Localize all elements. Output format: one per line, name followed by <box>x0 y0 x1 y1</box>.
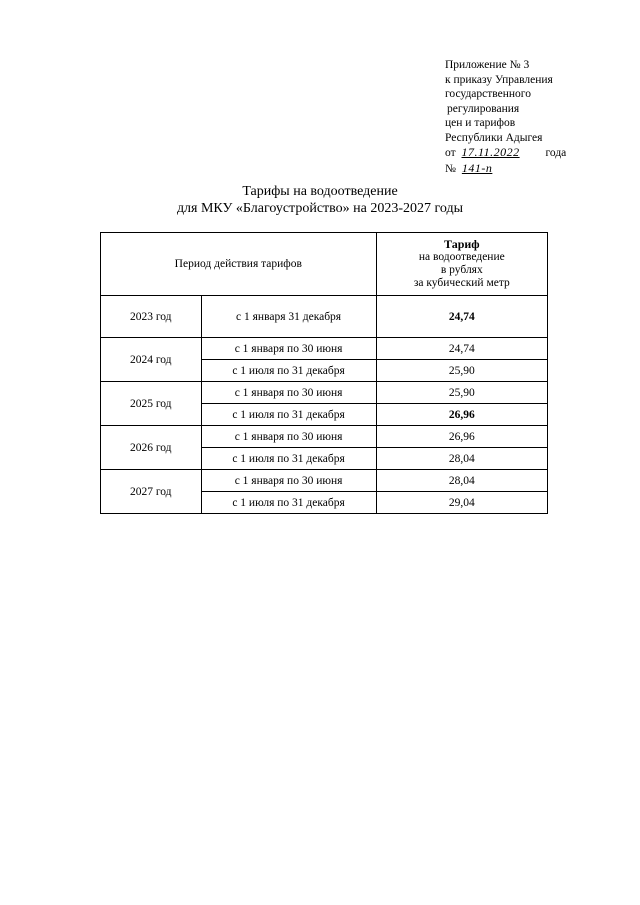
period-cell: с 1 января по 30 июня <box>201 382 376 404</box>
year-cell: 2025 год <box>101 382 202 426</box>
header-tariff <box>376 233 547 296</box>
annex-number-prefix: № <box>445 162 456 175</box>
header-period: Период действия тарифов <box>101 233 377 296</box>
table-row <box>101 426 548 448</box>
price-cell: 28,04 <box>376 470 547 492</box>
period-cell: с 1 июля по 31 декабря <box>201 492 376 514</box>
period-cell: с 1 января по 30 июня <box>201 338 376 360</box>
annex-date-suffix: года <box>545 147 567 159</box>
price-cell: 29,04 <box>376 492 547 514</box>
table-header-row <box>101 233 548 296</box>
period-cell: с 1 января 31 декабря <box>201 296 376 338</box>
year-cell: 2027 год <box>101 470 202 514</box>
table-row <box>101 338 548 360</box>
annex-date-prefix: от <box>445 147 456 159</box>
price-cell: 28,04 <box>376 448 547 470</box>
annex-block <box>445 58 615 176</box>
annex-date-value: 17.11.2022 <box>461 145 520 159</box>
table-row <box>101 470 548 492</box>
table-row <box>101 382 548 404</box>
header-tariff-line: на водоотведение <box>418 251 505 263</box>
header-tariff-line: в рублях <box>440 264 483 276</box>
period-cell: с 1 июля по 31 декабря <box>201 448 376 470</box>
price-cell: 25,90 <box>376 360 547 382</box>
period-cell: с 1 июля по 31 декабря <box>201 360 376 382</box>
price-cell: 24,74 <box>376 296 547 338</box>
header-tariff-line: за кубический метр <box>413 277 510 289</box>
annex-line: цен и тарифов <box>445 117 516 129</box>
header-tariff-title: Тариф <box>444 237 480 251</box>
document-title-line2: для МКУ «Благоустройство» на 2023-2027 годы <box>176 201 464 216</box>
annex-number-value: 141-п <box>461 160 493 175</box>
tariff-table <box>100 232 548 514</box>
annex-line: государственного <box>445 88 531 100</box>
annex-date-line <box>445 145 615 161</box>
price-cell: 26,96 <box>376 404 547 426</box>
period-cell: с 1 января по 30 июня <box>201 470 376 492</box>
annex-line: к приказу Управления <box>445 73 553 86</box>
annex-line: регулирования <box>447 102 520 115</box>
year-cell: 2024 год <box>101 338 202 382</box>
price-cell: 25,90 <box>376 382 547 404</box>
annex-line: Республики Адыгея <box>445 131 543 144</box>
annex-number-line <box>445 161 615 177</box>
price-cell: 24,74 <box>376 338 547 360</box>
year-cell: 2026 год <box>101 426 202 470</box>
annex-line: Приложение № 3 <box>445 59 530 71</box>
document-title-line1: Тарифы на водоотведение <box>242 184 398 199</box>
period-cell: с 1 июля по 31 декабря <box>201 404 376 426</box>
table-row <box>101 296 548 338</box>
year-cell: 2023 год <box>101 296 202 338</box>
price-cell: 26,96 <box>376 426 547 448</box>
period-cell: с 1 января по 30 июня <box>201 426 376 448</box>
